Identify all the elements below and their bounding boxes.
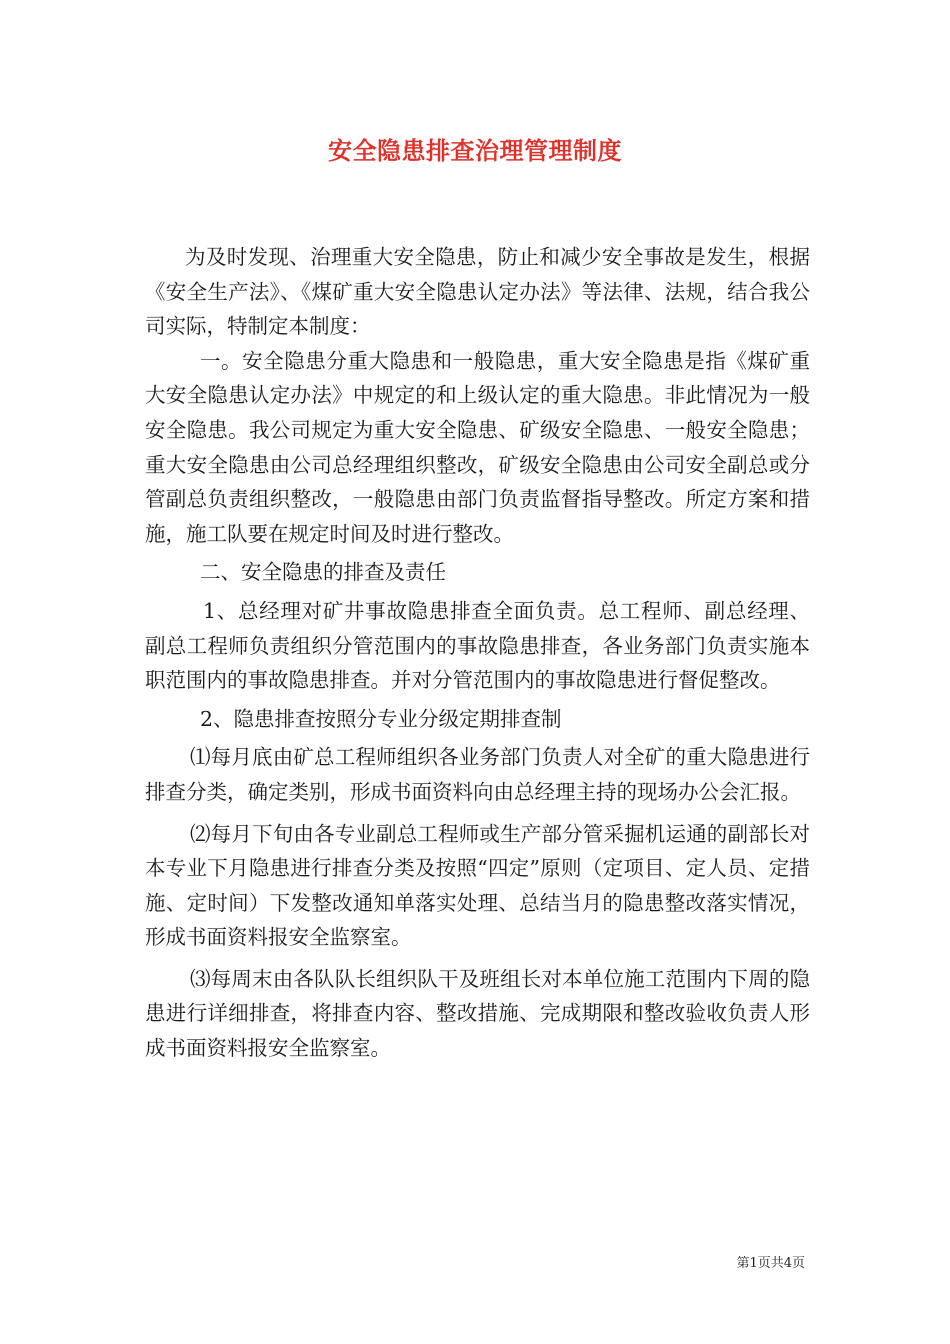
document-body (145, 240, 810, 1066)
sub-item-1-paragraph: ⑴每月底由矿总工程师组织各业务部门负责人对全矿的重大隐患进行排查分类，确定类别，形成书面资料向由总经理主持的现场办公会汇报。 (145, 745, 810, 804)
section-two-heading: 二、安全隐患的排查及责任 (200, 560, 446, 585)
item-2-heading: 2、隐患排查按照分专业分级定期排查制 (200, 706, 562, 731)
sub-item-3-paragraph: ⑶每周末由各队队长组织队干及班组长对本单位施工范围内下周的隐患进行详细排查，将排查内容、整改措施、完成期限和整改验收负责人形成书面资料报安全监察室。 (145, 966, 810, 1061)
sub-item-2-paragraph: ⑵每月下旬由各专业副总工程师或生产部分管采掘机运通的副部长对本专业下月隐患进行排查分类及按照“四定”原则（定项目、定人员、定措施、定时间）下发整改通知单落实处理、总结当月的隐患整改落实情况，形成书面资料报安全监察室。 (145, 821, 810, 950)
intro-paragraph: 为及时发现、治理重大安全隐患，防止和减少安全事故是发生，根据《安全生产法》、《煤矿重大安全隐患认定办法》等法律、法规，结合我公司实际，特制定本制度： (145, 245, 810, 339)
item-1-paragraph: 1、总经理对矿井事故隐患排查全面负责。总工程师、副总经理、副总工程师负责组织分管范围内的事故隐患排查，各业务部门负责实施本职范围内的事故隐患排查。并对分管范围内的事故隐患进行督促整改。 (145, 598, 810, 693)
section-one-paragraph: 一。安全隐患分重大隐患和一般隐患，重大安全隐患是指《煤矿重大安全隐患认定办法》中规定的和上级认定的重大隐患。非此情况为一般安全隐患。我公司规定为重大安全隐患、矿级安全隐患、一般安全隐患；重大安全隐患由公司总经理组织整改，矿级安全隐患由公司安全副总或分管副总负责组织整改，一般隐患由部门负责监督指导整改。所定方案和措施，施工队要在规定时间及时进行整改。 (145, 348, 810, 546)
document-title: 安全隐患排查治理管理制度 (328, 136, 622, 165)
page-number-footer: 第1页共4页 (736, 1256, 805, 1271)
